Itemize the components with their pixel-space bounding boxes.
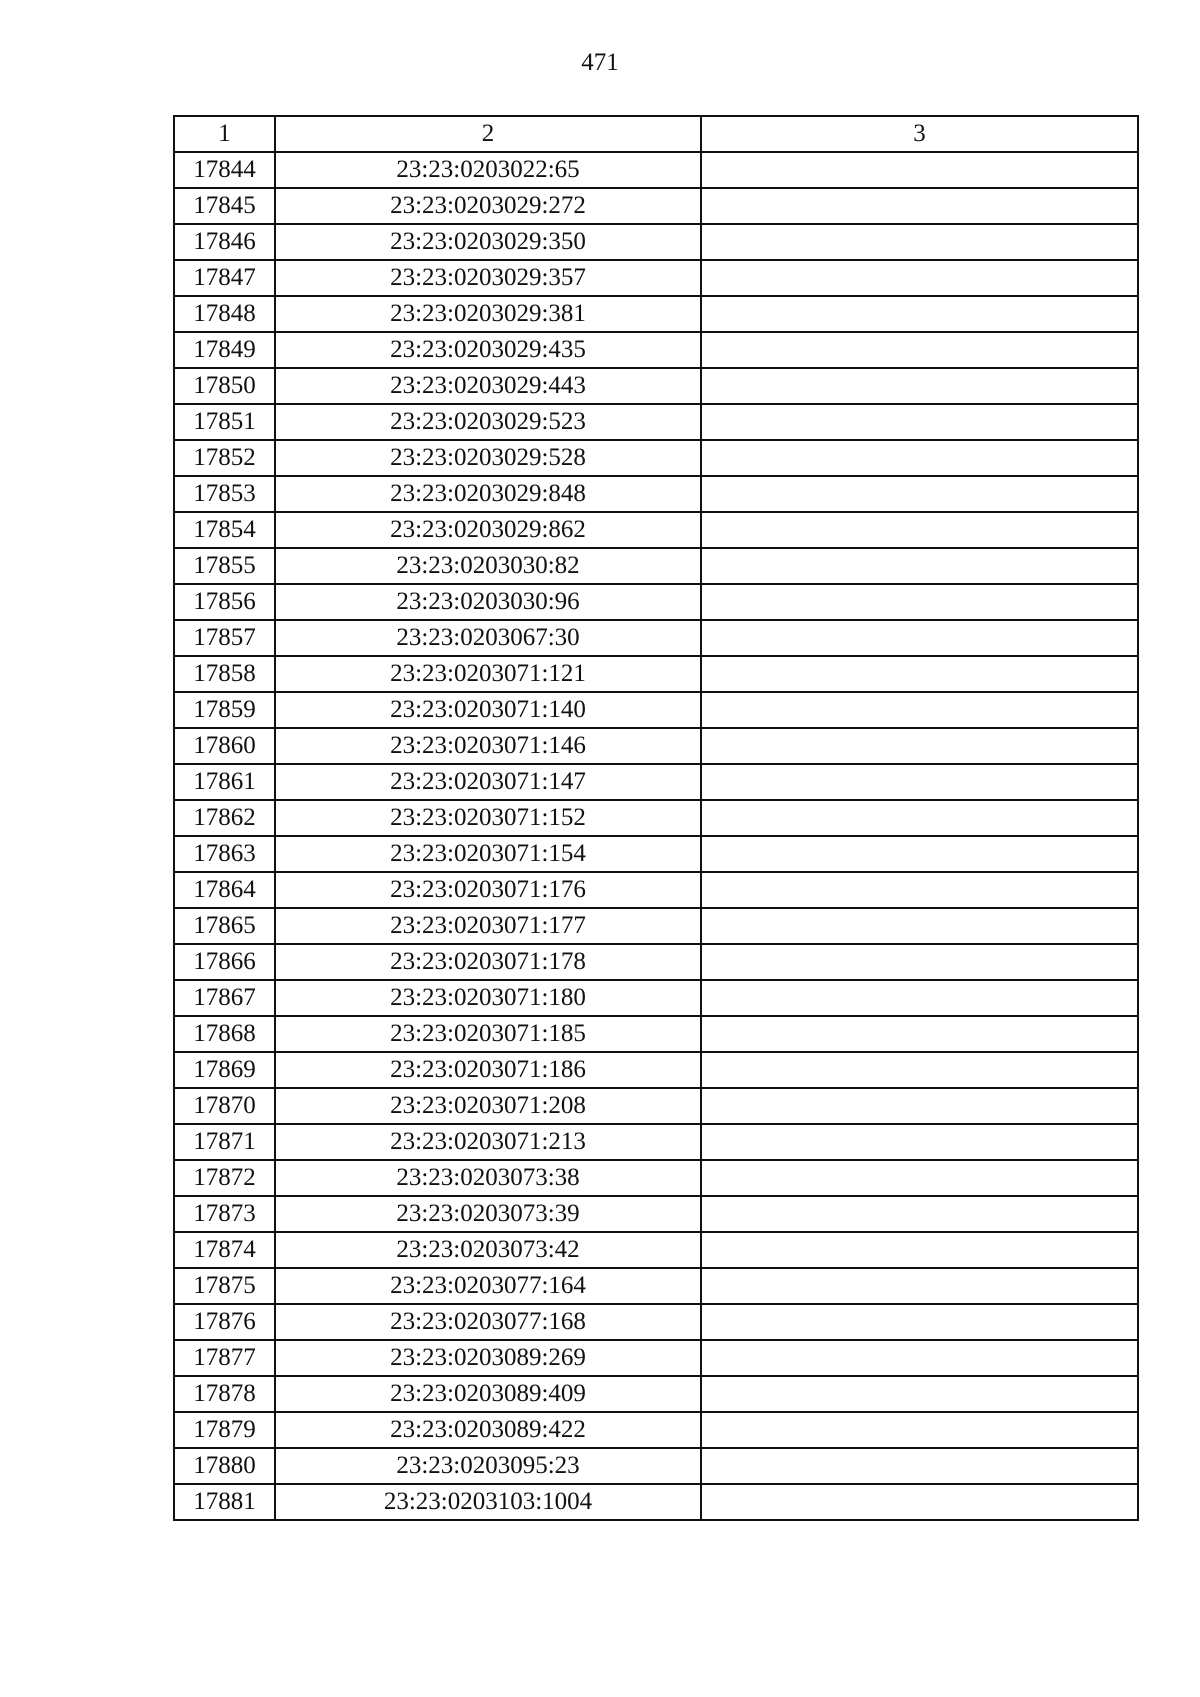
notes-cell [701, 1052, 1138, 1088]
table-row [174, 512, 1138, 548]
row-number-cell: 17876 [174, 1304, 275, 1340]
cadastral-number-cell: 23:23:0203071:177 [275, 908, 701, 944]
notes-cell [701, 1484, 1138, 1520]
row-number-cell: 17877 [174, 1340, 275, 1376]
table-row [174, 476, 1138, 512]
table-row [174, 368, 1138, 404]
row-number-cell: 17863 [174, 836, 275, 872]
table-row [174, 620, 1138, 656]
table-body [174, 152, 1138, 1520]
cadastral-number-cell: 23:23:0203029:523 [275, 404, 701, 440]
notes-cell [701, 584, 1138, 620]
notes-cell [701, 872, 1138, 908]
notes-cell [701, 1232, 1138, 1268]
cadastral-number-cell: 23:23:0203071:213 [275, 1124, 701, 1160]
row-number-cell: 17875 [174, 1268, 275, 1304]
row-number-cell: 17854 [174, 512, 275, 548]
notes-cell [701, 1124, 1138, 1160]
table-row [174, 152, 1138, 188]
notes-cell [701, 440, 1138, 476]
cadastral-number-cell: 23:23:0203029:435 [275, 332, 701, 368]
notes-cell [701, 1196, 1138, 1232]
notes-cell [701, 764, 1138, 800]
row-number-cell: 17849 [174, 332, 275, 368]
table-row [174, 1160, 1138, 1196]
cadastral-number-cell: 23:23:0203022:65 [275, 152, 701, 188]
row-number-cell: 17860 [174, 728, 275, 764]
cadastral-number-cell: 23:23:0203071:185 [275, 1016, 701, 1052]
cadastral-number-cell: 23:23:0203029:528 [275, 440, 701, 476]
notes-cell [701, 836, 1138, 872]
table-row [174, 980, 1138, 1016]
cadastral-number-cell: 23:23:0203071:180 [275, 980, 701, 1016]
row-number-cell: 17879 [174, 1412, 275, 1448]
notes-cell [701, 1304, 1138, 1340]
row-number-cell: 17867 [174, 980, 275, 1016]
notes-cell [701, 512, 1138, 548]
table-row [174, 584, 1138, 620]
notes-cell [701, 1376, 1138, 1412]
table-header-row [174, 116, 1138, 152]
notes-cell [701, 188, 1138, 224]
table-row [174, 1196, 1138, 1232]
column-header-2: 2 [275, 116, 701, 152]
row-number-cell: 17864 [174, 872, 275, 908]
notes-cell [701, 1412, 1138, 1448]
notes-cell [701, 944, 1138, 980]
table-row [174, 296, 1138, 332]
cadastral-number-cell: 23:23:0203071:146 [275, 728, 701, 764]
table-row [174, 1412, 1138, 1448]
notes-cell [701, 1016, 1138, 1052]
cadastral-number-cell: 23:23:0203071:147 [275, 764, 701, 800]
row-number-cell: 17845 [174, 188, 275, 224]
row-number-cell: 17844 [174, 152, 275, 188]
cadastral-number-cell: 23:23:0203077:164 [275, 1268, 701, 1304]
cadastral-number-cell: 23:23:0203071:140 [275, 692, 701, 728]
table-row [174, 1304, 1138, 1340]
notes-cell [701, 260, 1138, 296]
table-row [174, 1124, 1138, 1160]
row-number-cell: 17881 [174, 1484, 275, 1520]
cadastral-number-cell: 23:23:0203029:443 [275, 368, 701, 404]
table-row [174, 1088, 1138, 1124]
notes-cell [701, 332, 1138, 368]
row-number-cell: 17851 [174, 404, 275, 440]
cadastral-number-cell: 23:23:0203071:152 [275, 800, 701, 836]
notes-cell [701, 620, 1138, 656]
row-number-cell: 17852 [174, 440, 275, 476]
row-number-cell: 17857 [174, 620, 275, 656]
table-row [174, 440, 1138, 476]
cadastral-number-cell: 23:23:0203029:350 [275, 224, 701, 260]
column-header-3: 3 [701, 116, 1138, 152]
table-row [174, 800, 1138, 836]
cadastral-number-cell: 23:23:0203073:42 [275, 1232, 701, 1268]
cadastral-number-cell: 23:23:0203067:30 [275, 620, 701, 656]
row-number-cell: 17865 [174, 908, 275, 944]
cadastral-table [173, 115, 1139, 1521]
cadastral-number-cell: 23:23:0203029:381 [275, 296, 701, 332]
table-row [174, 404, 1138, 440]
table-row [174, 1232, 1138, 1268]
notes-cell [701, 1340, 1138, 1376]
notes-cell [701, 728, 1138, 764]
cadastral-number-cell: 23:23:0203030:96 [275, 584, 701, 620]
notes-cell [701, 224, 1138, 260]
cadastral-number-cell: 23:23:0203071:178 [275, 944, 701, 980]
table-row [174, 1052, 1138, 1088]
row-number-cell: 17862 [174, 800, 275, 836]
cadastral-number-cell: 23:23:0203071:208 [275, 1088, 701, 1124]
cadastral-number-cell: 23:23:0203029:357 [275, 260, 701, 296]
table-row [174, 908, 1138, 944]
table-row [174, 728, 1138, 764]
table-row [174, 1376, 1138, 1412]
row-number-cell: 17874 [174, 1232, 275, 1268]
cadastral-number-cell: 23:23:0203029:862 [275, 512, 701, 548]
cadastral-number-cell: 23:23:0203071:154 [275, 836, 701, 872]
cadastral-number-cell: 23:23:0203029:272 [275, 188, 701, 224]
cadastral-number-cell: 23:23:0203071:176 [275, 872, 701, 908]
row-number-cell: 17866 [174, 944, 275, 980]
row-number-cell: 17880 [174, 1448, 275, 1484]
table-row [174, 764, 1138, 800]
cadastral-number-cell: 23:23:0203073:38 [275, 1160, 701, 1196]
row-number-cell: 17846 [174, 224, 275, 260]
row-number-cell: 17855 [174, 548, 275, 584]
table-row [174, 656, 1138, 692]
row-number-cell: 17858 [174, 656, 275, 692]
row-number-cell: 17856 [174, 584, 275, 620]
notes-cell [701, 476, 1138, 512]
table-row [174, 1268, 1138, 1304]
row-number-cell: 17850 [174, 368, 275, 404]
cadastral-number-cell: 23:23:0203077:168 [275, 1304, 701, 1340]
cadastral-number-cell: 23:23:0203029:848 [275, 476, 701, 512]
row-number-cell: 17861 [174, 764, 275, 800]
row-number-cell: 17871 [174, 1124, 275, 1160]
row-number-cell: 17873 [174, 1196, 275, 1232]
notes-cell [701, 1268, 1138, 1304]
row-number-cell: 17869 [174, 1052, 275, 1088]
cadastral-number-cell: 23:23:0203095:23 [275, 1448, 701, 1484]
notes-cell [701, 548, 1138, 584]
page-number: 471 [581, 49, 619, 76]
row-number-cell: 17872 [174, 1160, 275, 1196]
table-row [174, 548, 1138, 584]
notes-cell [701, 980, 1138, 1016]
row-number-cell: 17870 [174, 1088, 275, 1124]
cadastral-number-cell: 23:23:0203103:1004 [275, 1484, 701, 1520]
table-row [174, 260, 1138, 296]
notes-cell [701, 152, 1138, 188]
notes-cell [701, 692, 1138, 728]
cadastral-number-cell: 23:23:0203071:121 [275, 656, 701, 692]
table-row [174, 836, 1138, 872]
notes-cell [701, 800, 1138, 836]
cadastral-number-cell: 23:23:0203089:422 [275, 1412, 701, 1448]
table-row [174, 692, 1138, 728]
table-row [174, 1448, 1138, 1484]
row-number-cell: 17859 [174, 692, 275, 728]
notes-cell [701, 296, 1138, 332]
notes-cell [701, 1448, 1138, 1484]
cadastral-number-cell: 23:23:0203089:409 [275, 1376, 701, 1412]
notes-cell [701, 1160, 1138, 1196]
table-row [174, 188, 1138, 224]
notes-cell [701, 404, 1138, 440]
table-row [174, 872, 1138, 908]
row-number-cell: 17878 [174, 1376, 275, 1412]
notes-cell [701, 368, 1138, 404]
cadastral-number-cell: 23:23:0203073:39 [275, 1196, 701, 1232]
cadastral-number-cell: 23:23:0203071:186 [275, 1052, 701, 1088]
notes-cell [701, 1088, 1138, 1124]
cadastral-number-cell: 23:23:0203089:269 [275, 1340, 701, 1376]
notes-cell [701, 656, 1138, 692]
table-row [174, 332, 1138, 368]
cadastral-number-cell: 23:23:0203030:82 [275, 548, 701, 584]
row-number-cell: 17848 [174, 296, 275, 332]
row-number-cell: 17868 [174, 1016, 275, 1052]
table-row [174, 1484, 1138, 1520]
row-number-cell: 17853 [174, 476, 275, 512]
table-row [174, 944, 1138, 980]
notes-cell [701, 908, 1138, 944]
table-row [174, 1340, 1138, 1376]
table-row [174, 1016, 1138, 1052]
table-row [174, 224, 1138, 260]
row-number-cell: 17847 [174, 260, 275, 296]
column-header-1: 1 [174, 116, 275, 152]
